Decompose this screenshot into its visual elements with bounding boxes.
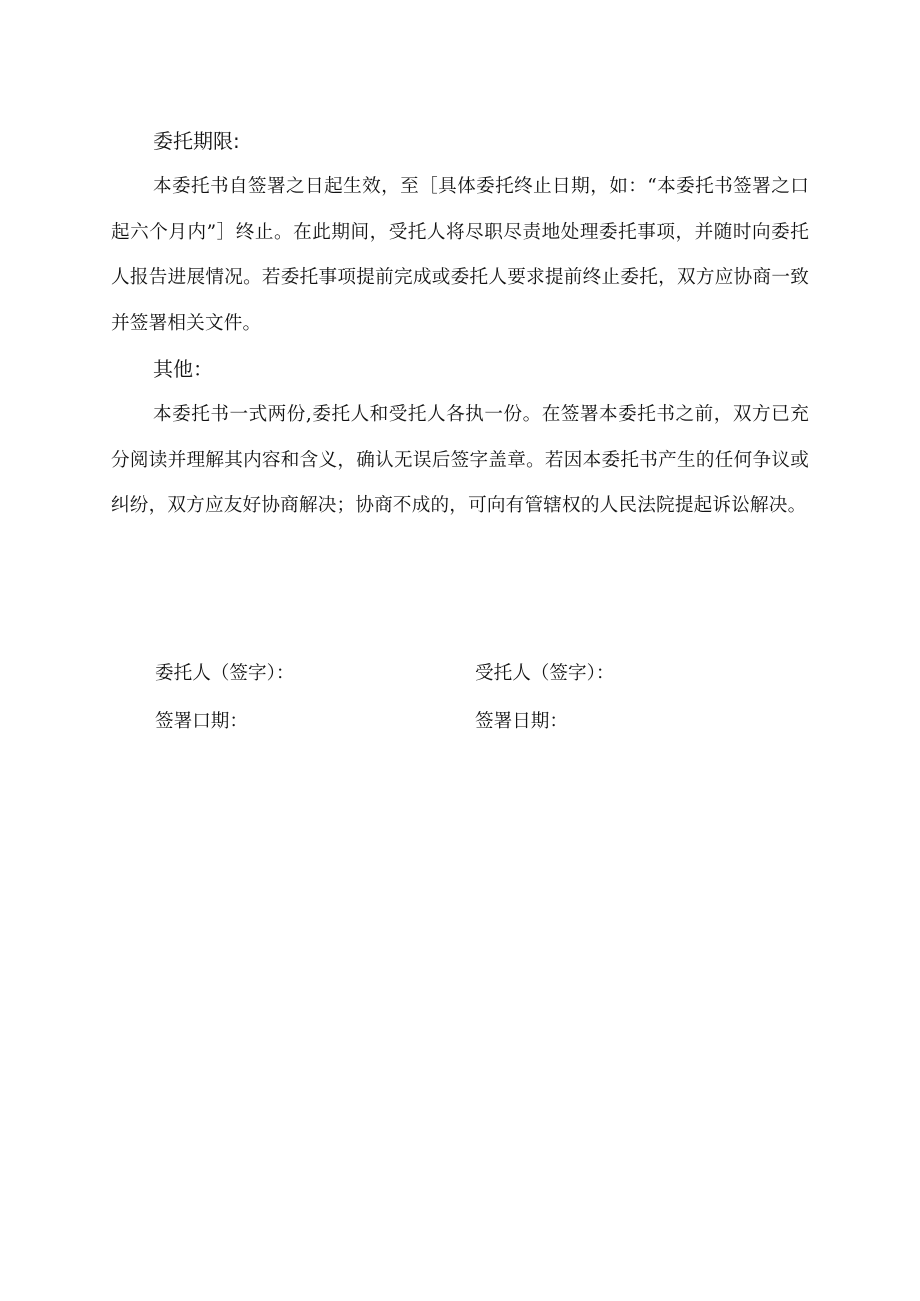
- principal-signature-column: [155, 650, 294, 746]
- document-body: [111, 118, 809, 529]
- term-paragraph: 本委托书自签署之日起生效，至［具体委托终止日期，如：“本委托书签署之口起六个月内”］终止。在此期间，受托人将尽职尽责地处理委托事项，并随时向委托人报告进展情况。若委托事项提前完成或委托人要求提前终止委托，双方应协商一致并签署相关文件。: [111, 176, 809, 334]
- agent-date-label: 签署日期：: [475, 711, 568, 732]
- agent-signature-column: [475, 650, 614, 746]
- principal-signature-label: 委托人（签字）：: [155, 663, 295, 684]
- other-paragraph: 本委托书一式两份,委托人和受托人各执一份。在签署本委托书之前，双方已充分阅读并理解其内容和含义，确认无误后签字盖章。若因本委托书产生的任何争议或纠纷，双方应友好协商解决；协商不成的，可向有管辖权的人民法院提起诉讼解决。: [111, 404, 809, 516]
- term-heading: 委托期限:: [153, 129, 240, 153]
- principal-date-label: 签署口期：: [155, 711, 248, 732]
- signature-block: [155, 650, 795, 750]
- other-heading: 其他：: [153, 357, 213, 381]
- agent-signature-label: 受托人（签字）：: [475, 663, 615, 684]
